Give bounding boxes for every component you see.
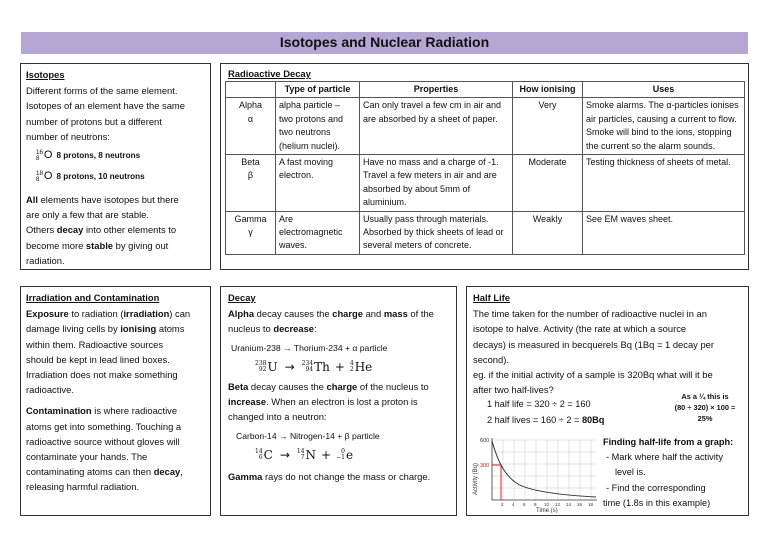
svg-text:16: 16 bbox=[577, 502, 583, 507]
particle-cell: alpha particle – two protons and two neutrons (helium nuclei). bbox=[276, 98, 360, 155]
graph-instructions-title: Finding half-life from a graph: bbox=[603, 437, 734, 447]
contamination-line: contaminate your hands. The bbox=[26, 451, 148, 463]
radiation-type-cell: Alpha α bbox=[226, 98, 276, 155]
uses-cell: See EM waves sheet. bbox=[583, 211, 745, 254]
alpha-nuclear-equation: 238 92 U → 234 94 Th + 4 2 He bbox=[255, 359, 373, 374]
decay-panel bbox=[220, 286, 457, 516]
column-header bbox=[226, 82, 276, 98]
isotope-o18 bbox=[36, 168, 205, 186]
svg-text:2: 2 bbox=[501, 502, 504, 507]
particle-cell: A fast moving electron. bbox=[276, 155, 360, 212]
irradiation-line: Irradiation does not make something bbox=[26, 369, 178, 381]
beta-decay-line: changed into a neutron: bbox=[228, 411, 327, 423]
graph-xlabel: Time (s) bbox=[536, 508, 558, 513]
half-life-line: The time taken for the number of radioactive nuclei in an bbox=[473, 308, 707, 320]
properties-cell: Have no mass and a charge of -1. Travel a few meters in air and are absorbed by about 5mm of aluminium. bbox=[360, 155, 513, 212]
isotopes-panel bbox=[20, 63, 211, 270]
irradiation-panel bbox=[20, 286, 211, 516]
ionising-cell: Moderate bbox=[513, 155, 583, 212]
graph-ylabel: Activity (Bq) bbox=[473, 462, 479, 495]
contamination-line: radioactive source without gloves will bbox=[26, 435, 180, 447]
isotopes-decay-line: become more stable by giving out bbox=[26, 239, 169, 251]
table-row bbox=[226, 98, 745, 155]
half-life-line: decays) is measured in becquerels Bq (1Bq = 1 decay per bbox=[473, 338, 715, 350]
page-title: Isotopes and Nuclear Radiation bbox=[279, 34, 490, 51]
page-title-bar bbox=[21, 32, 748, 54]
irradiation-line: within them. Radioactive sources bbox=[26, 338, 164, 350]
properties-cell: Can only travel a few cm in air and are absorbed by a sheet of paper. bbox=[360, 98, 513, 155]
alpha-word-equation: Uranium-238 → Thorium-234 + α particle bbox=[231, 342, 388, 353]
irradiation-line: Exposure to radiation (irradiation) can bbox=[26, 308, 191, 320]
radioactive-decay-panel bbox=[220, 63, 749, 270]
irradiation-heading: Irradiation and Contamination bbox=[26, 292, 160, 303]
table-header-row bbox=[226, 82, 745, 98]
radiation-type-cell: Gamma γ bbox=[226, 211, 276, 254]
contamination-line: contaminating atoms can then decay, bbox=[26, 466, 183, 478]
svg-text:8: 8 bbox=[534, 502, 537, 507]
ionising-cell: Weakly bbox=[513, 211, 583, 254]
isotope-desc: 8 protons, 10 neutrons bbox=[56, 172, 145, 182]
column-header: How ionising bbox=[513, 82, 583, 98]
column-header: Uses bbox=[583, 82, 745, 98]
table-row bbox=[226, 155, 745, 212]
isotopes-line: Different forms of the same element. bbox=[26, 85, 178, 97]
irradiation-line: radioactive. bbox=[26, 384, 74, 396]
half-life-calc: 2 half lives = 160 ÷ 2 = 80Bq bbox=[487, 414, 605, 425]
isotopes-decay-line: Others decay into other elements to bbox=[26, 224, 177, 236]
ionising-cell: Very bbox=[513, 98, 583, 155]
half-life-line: eg. if the initial activity of a sample is 320Bq what will it be bbox=[473, 369, 713, 381]
table-row bbox=[226, 211, 745, 254]
half-life-panel bbox=[466, 286, 749, 516]
svg-text:14: 14 bbox=[566, 502, 572, 507]
beta-decay-line: increase. When an electron is lost a proton is bbox=[228, 396, 418, 408]
beta-nuclear-equation: 14 6 C → 14 7 N + 0 −1 e bbox=[255, 447, 354, 462]
irradiation-line: should be kept in lead lined boxes. bbox=[26, 353, 170, 365]
graph-ytick: 300 bbox=[480, 463, 490, 469]
graph-grid bbox=[492, 440, 596, 500]
isotope-o16 bbox=[36, 147, 205, 165]
isotope-desc: 8 protons, 8 neutrons bbox=[56, 151, 141, 161]
isotopes-line: Isotopes of an element have the same bbox=[26, 100, 185, 112]
contamination-line: atoms get into something. Touching a bbox=[26, 420, 182, 432]
graph-ytick: 600 bbox=[480, 438, 490, 444]
particle-cell: Are electromagnetic waves. bbox=[276, 211, 360, 254]
alpha-decay-line: nucleus to decrease: bbox=[228, 323, 317, 335]
oxygen-18-symbol: 18 8 O bbox=[36, 169, 53, 183]
isotopes-line: number of neutrons: bbox=[26, 130, 110, 142]
half-life-line: after two half-lives? bbox=[473, 384, 554, 396]
svg-text:12: 12 bbox=[555, 502, 561, 507]
radiation-table bbox=[225, 81, 745, 255]
gamma-line: Gamma rays do not change the mass or charge. bbox=[228, 471, 431, 483]
column-header: Type of particle bbox=[276, 82, 360, 98]
radiation-type-cell: Beta β bbox=[226, 155, 276, 212]
decay-curve bbox=[492, 441, 596, 497]
quarter-note: As a ¼ this is (80 ÷ 320) × 100 = 25% bbox=[674, 392, 736, 423]
oxygen-16-symbol: 16 8 O bbox=[36, 148, 53, 162]
alpha-decay-line: Alpha decay causes the charge and mass of the bbox=[228, 308, 434, 320]
contamination-line: releasing harmful radiation. bbox=[26, 481, 140, 493]
column-header: Properties bbox=[360, 82, 513, 98]
radioactive-decay-heading: Radioactive Decay bbox=[228, 68, 311, 79]
beta-decay-line: Beta decay causes the charge of the nucleus to bbox=[228, 381, 429, 393]
svg-text:10: 10 bbox=[544, 502, 550, 507]
isotopes-decay-line: radiation. bbox=[26, 254, 65, 266]
isotopes-line: number of protons but a different bbox=[26, 115, 162, 127]
decay-heading: Decay bbox=[228, 292, 256, 303]
isotopes-stable-line: All elements have isotopes but there bbox=[26, 194, 179, 206]
irradiation-line: damage living cells by ionising atoms bbox=[26, 323, 185, 335]
uses-cell: Smoke alarms. The α-particles ionises air particles, causing a current to flow. Smoke will bind to the ions, stopping the current so the alarm sounds. bbox=[583, 98, 745, 155]
svg-text:6: 6 bbox=[523, 502, 526, 507]
half-life-line: second). bbox=[473, 353, 509, 365]
half-life-calc: 1 half life = 320 ÷ 2 = 160 bbox=[487, 399, 591, 410]
graph-instructions: Finding half-life from a graph: - Mark where half the activity level is. - Find the corresponding time (1.8s in this example) bbox=[603, 435, 747, 511]
half-life-line: isotope to halve. Activity (the rate at which a source bbox=[473, 323, 687, 335]
isotopes-stable-line: are only a few that are stable. bbox=[26, 209, 149, 221]
contamination-line: Contamination is where radioactive bbox=[26, 405, 178, 417]
half-life-heading: Half Life bbox=[473, 292, 510, 303]
uses-cell: Testing thickness of sheets of metal. bbox=[583, 155, 745, 212]
isotopes-heading: Isotopes bbox=[26, 69, 65, 80]
properties-cell: Usually pass through materials. Absorbed by thick sheets of lead or several meters of concrete. bbox=[360, 211, 513, 254]
decay-graph bbox=[470, 433, 600, 513]
graph-xticks bbox=[501, 502, 594, 507]
beta-word-equation: Carbon-14 → Nitrogen-14 + β particle bbox=[236, 430, 380, 441]
svg-text:18: 18 bbox=[588, 502, 594, 507]
svg-text:4: 4 bbox=[512, 502, 515, 507]
